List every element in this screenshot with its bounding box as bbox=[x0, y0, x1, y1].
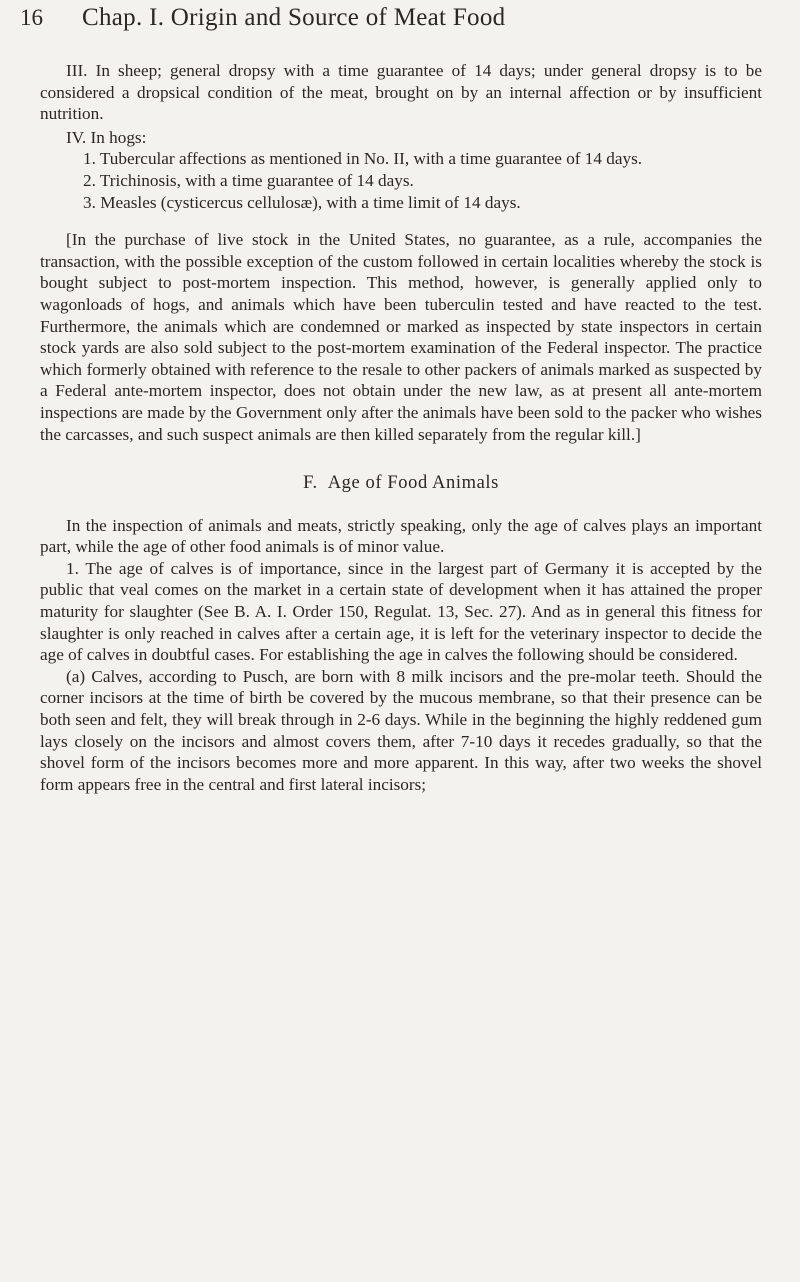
hogs-list-item: 3. Measles (cysticercus cellulosæ), with a time limit of 14 days. bbox=[83, 192, 521, 212]
section-heading bbox=[40, 473, 762, 495]
section-label: F. bbox=[303, 473, 318, 494]
hogs-list-item: 1. Tubercular affections as mentioned in No. II, with a time guarantee of 14 days. bbox=[83, 149, 643, 169]
page-number: 16 bbox=[20, 5, 43, 30]
chapter-title: Chap. I. Origin and Source of Meat Food bbox=[82, 4, 506, 31]
hogs-list-heading: IV. In hogs: bbox=[66, 127, 147, 147]
sheep-dropsy-paragraph: III. In sheep; general dropsy with a time guarantee of 14 days; under general dropsy is to be considered a dropsical condition of the meat, brought on by an internal affection or by insufficient nutrition. bbox=[40, 61, 762, 124]
hogs-list-item: 2. Trichinosis, with a time guarantee of 14 days. bbox=[83, 170, 414, 190]
united-states-note: [In the purchase of live stock in the United States, no guarantee, as a rule, accompanies the transaction, with the possible exception of the custom followed in certain localities whereby the stock is bought subject to post-mortem inspection. This method, however, is generally applied only to wagonloads of hogs, and animals which have been tuberculin tested and have reacted to the test. Furthermore, the animals which are condemned or marked as inspected by state inspectors in certain stock yards are also sold subject to the post-mortem examination of the Federal inspector. The practice which formerly obtained with reference to the resale to other packers of animals marked as suspected by a Federal ante-mortem inspector, does not obtain under the new law, as at present all ante-mortem inspections are made by the Government only after the animals have been sold to the packer who wishes the carcasses, and such suspect animals are then killed separately from the regular kill.] bbox=[40, 230, 762, 444]
body-text bbox=[40, 60, 762, 795]
section-title: Age of Food Animals bbox=[327, 473, 499, 494]
calves-age-paragraph: 1. The age of calves is of importance, since in the largest part of Germany it is accepted by the public that veal comes on the market in a certain state of development when it has attained the proper maturity for slaughter (See B. A. I. Order 150, Regulat. 13, Sec. 27). And as in general this fitness for slaughter is only reached in calves after a certain age, it is left for the veterinary inspector to decide the age of calves in doubtful cases. For establishing the age in calves the following should be considered. bbox=[40, 558, 762, 665]
running-head bbox=[20, 4, 780, 44]
calves-teeth-paragraph: (a) Calves, according to Pusch, are born with 8 milk incisors and the pre-molar teeth. Should the corner incisors at the time of birth be covered by the mucous membrane, so that their presence can be both seen and felt, they will break through in 2-6 days. While in the beginning the highly reddened gum lays closely on the incisors and almost covers them, after 7-10 days it recedes gradually, so that the shovel form of the incisors becomes more and more apparent. In this way, after two weeks the shovel form appears free in the central and first lateral incisors; bbox=[40, 666, 762, 794]
section-intro-paragraph: In the inspection of animals and meats, strictly speaking, only the age of calves plays an important part, while the age of other food animals is of minor value. bbox=[40, 515, 762, 557]
